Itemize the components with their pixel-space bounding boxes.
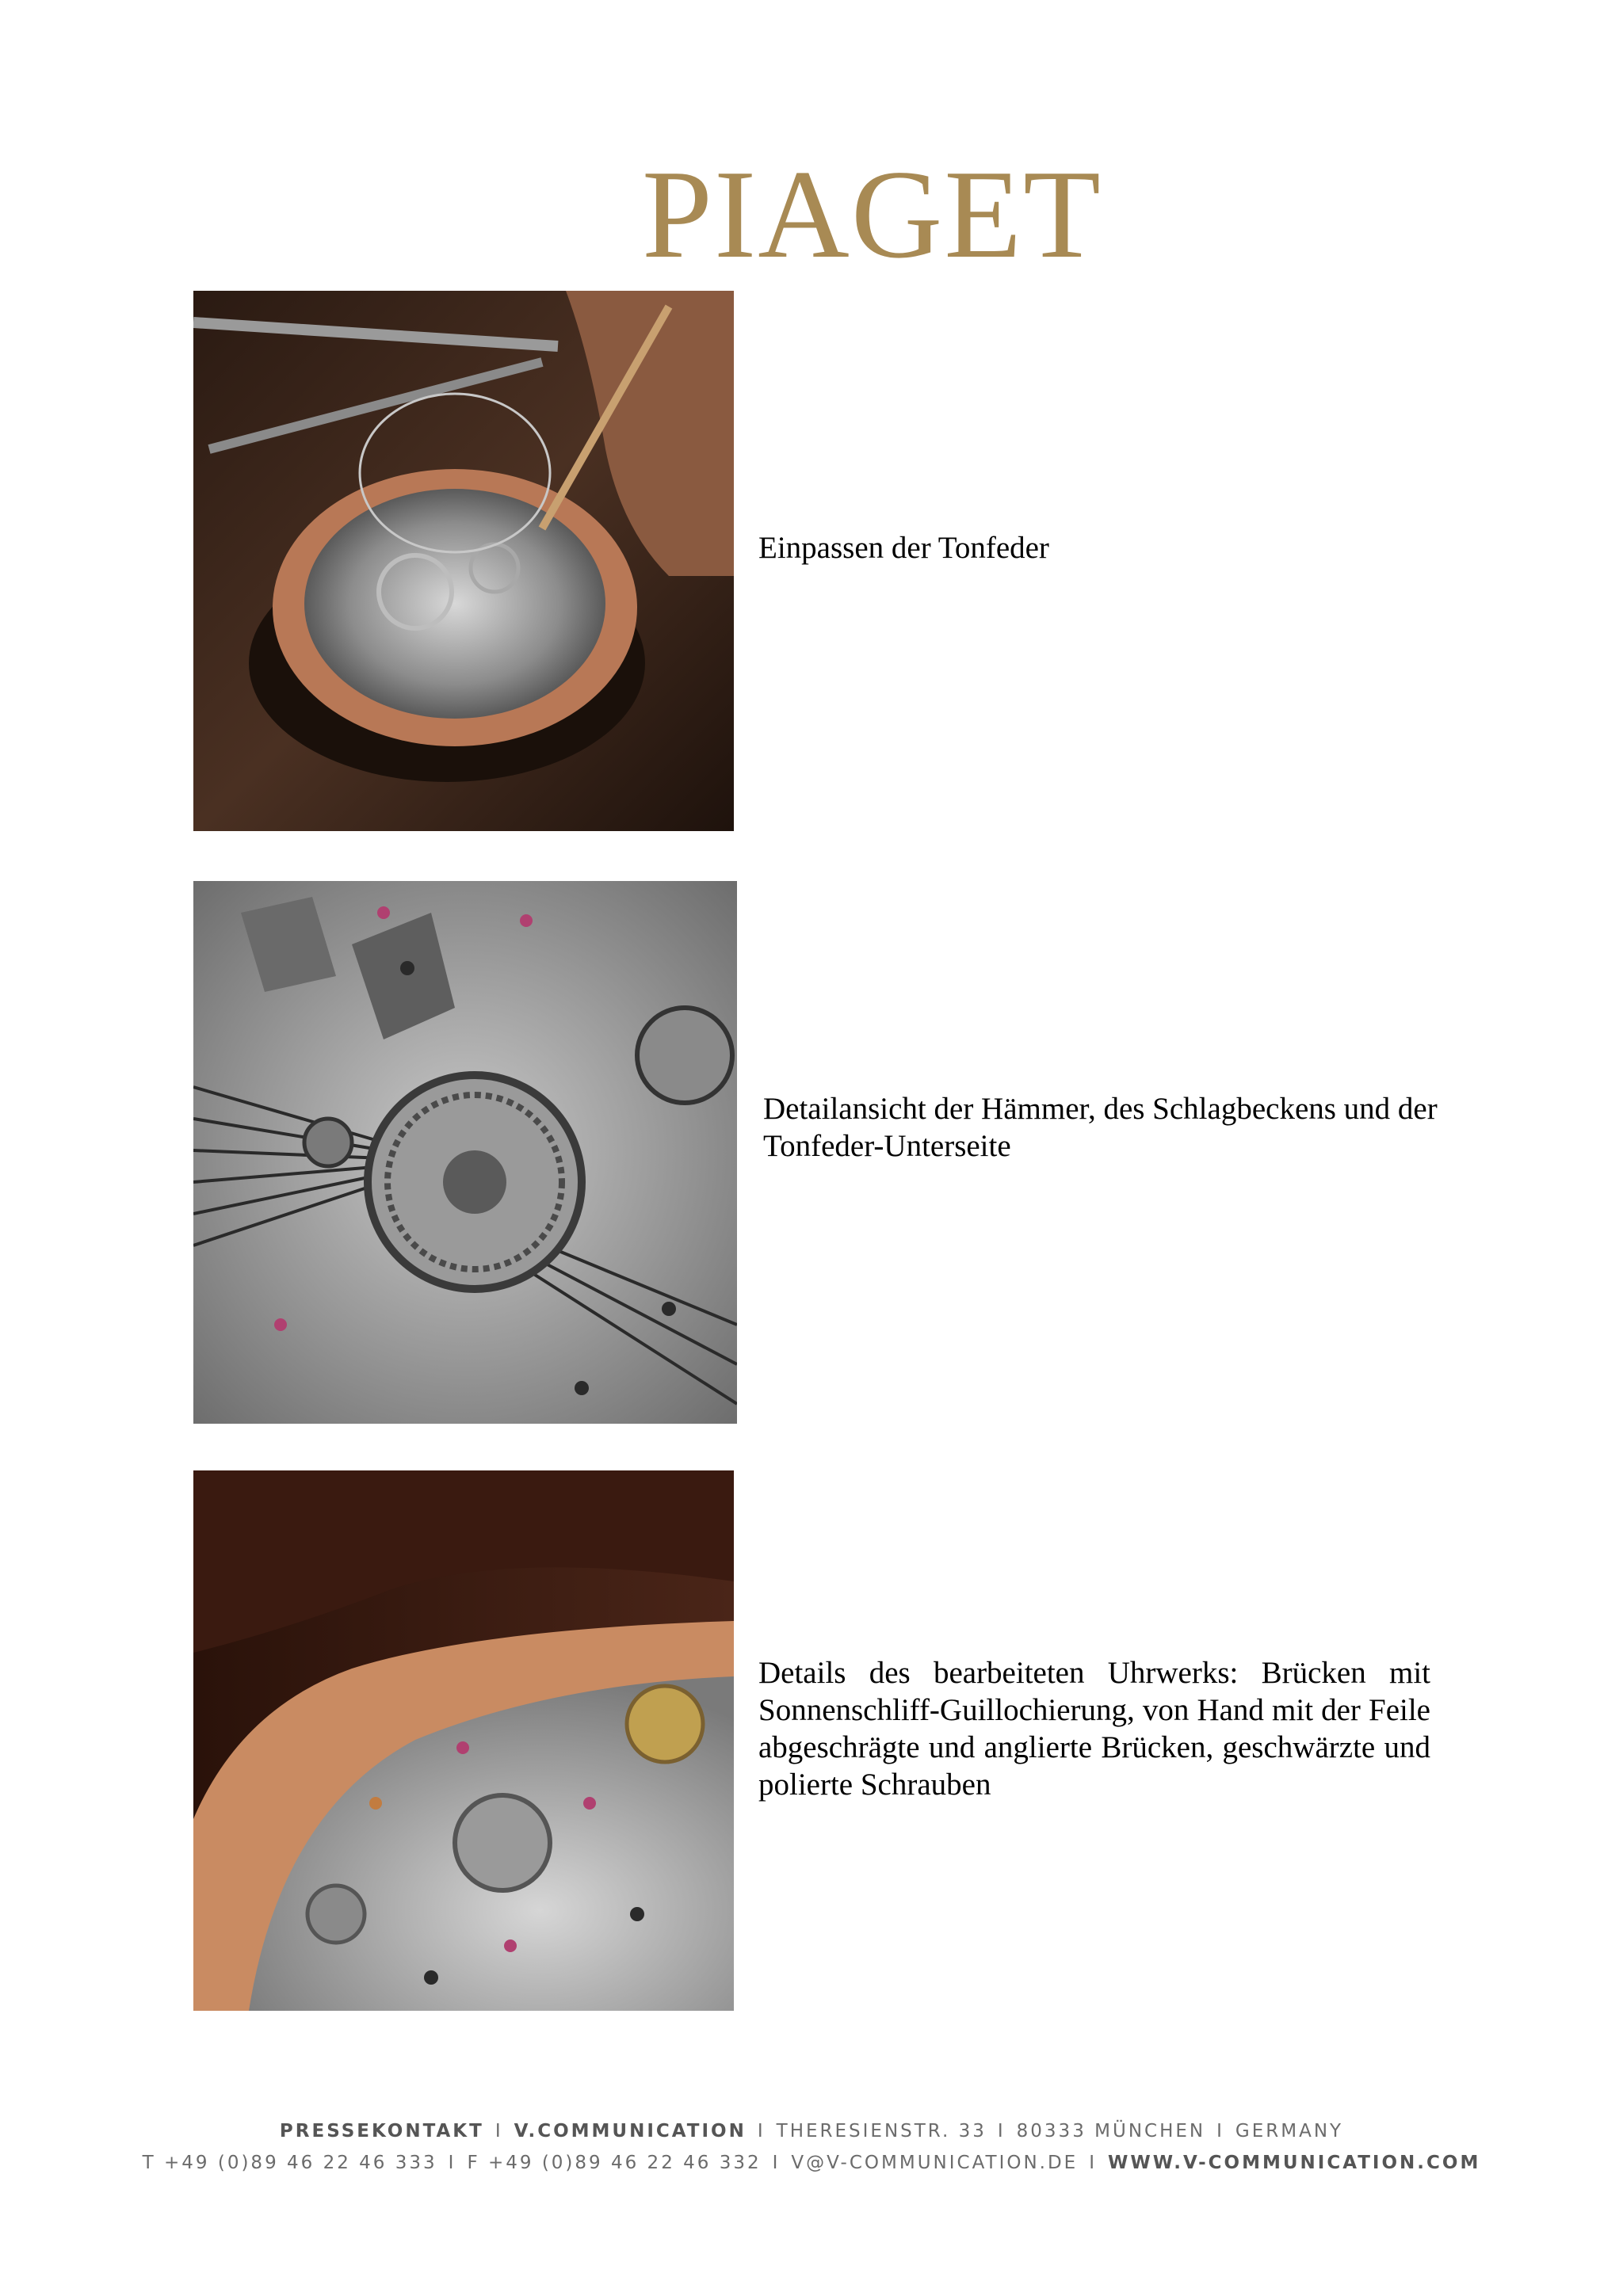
footer-phone: T +49 (0)89 46 22 46 333 <box>142 2153 437 2173</box>
footer-country: GERMANY <box>1235 2121 1344 2142</box>
caption-2: Detailansicht der Hämmer, des Schlagbeckens und der Tonfeder-Unterseite <box>763 1092 1438 1163</box>
footer-company: V.COMMUNICATION <box>514 2121 747 2142</box>
footer-email[interactable]: V@V-COMMUNICATION.DE <box>791 2153 1079 2173</box>
caption-1: Einpassen der Tonfeder <box>758 531 1049 565</box>
footer-website-link[interactable]: WWW.V-COMMUNICATION.COM <box>1108 2153 1481 2173</box>
watchmaker-fitting-gong-photo <box>193 291 734 831</box>
caption-3: Details des bearbeiteten Uhrwerks: Brücken mit Sonnenschliff-Guillochierung, von Hand mit der Feile abgeschrägte und anglierte Brücken, geschwärzte und polierte Schrauben <box>758 1656 1430 1802</box>
footer-press-label: PRESSEKONTAKT <box>279 2121 484 2142</box>
movement-hammers-detail-photo <box>193 881 737 1424</box>
piaget-logo: PIAGET <box>642 143 1102 284</box>
footer-contact-line-2: T +49 (0)89 46 22 46 333 I F +49 (0)89 46 22 46 332 I V@V-COMMUNICATION.DE I WWW.V-COMMUNICATION.COM <box>142 2153 1481 2173</box>
footer-street: THERESIENSTR. 33 <box>776 2121 987 2142</box>
footer-fax: F +49 (0)89 46 22 46 332 <box>467 2153 762 2173</box>
finished-movement-bridges-photo <box>193 1470 734 2011</box>
footer-contact-line-1: PRESSEKONTAKT I V.COMMUNICATION I THERESIENSTR. 33 I 80333 MÜNCHEN I GERMANY <box>279 2121 1344 2142</box>
footer-city: 80333 MÜNCHEN <box>1016 2121 1206 2142</box>
